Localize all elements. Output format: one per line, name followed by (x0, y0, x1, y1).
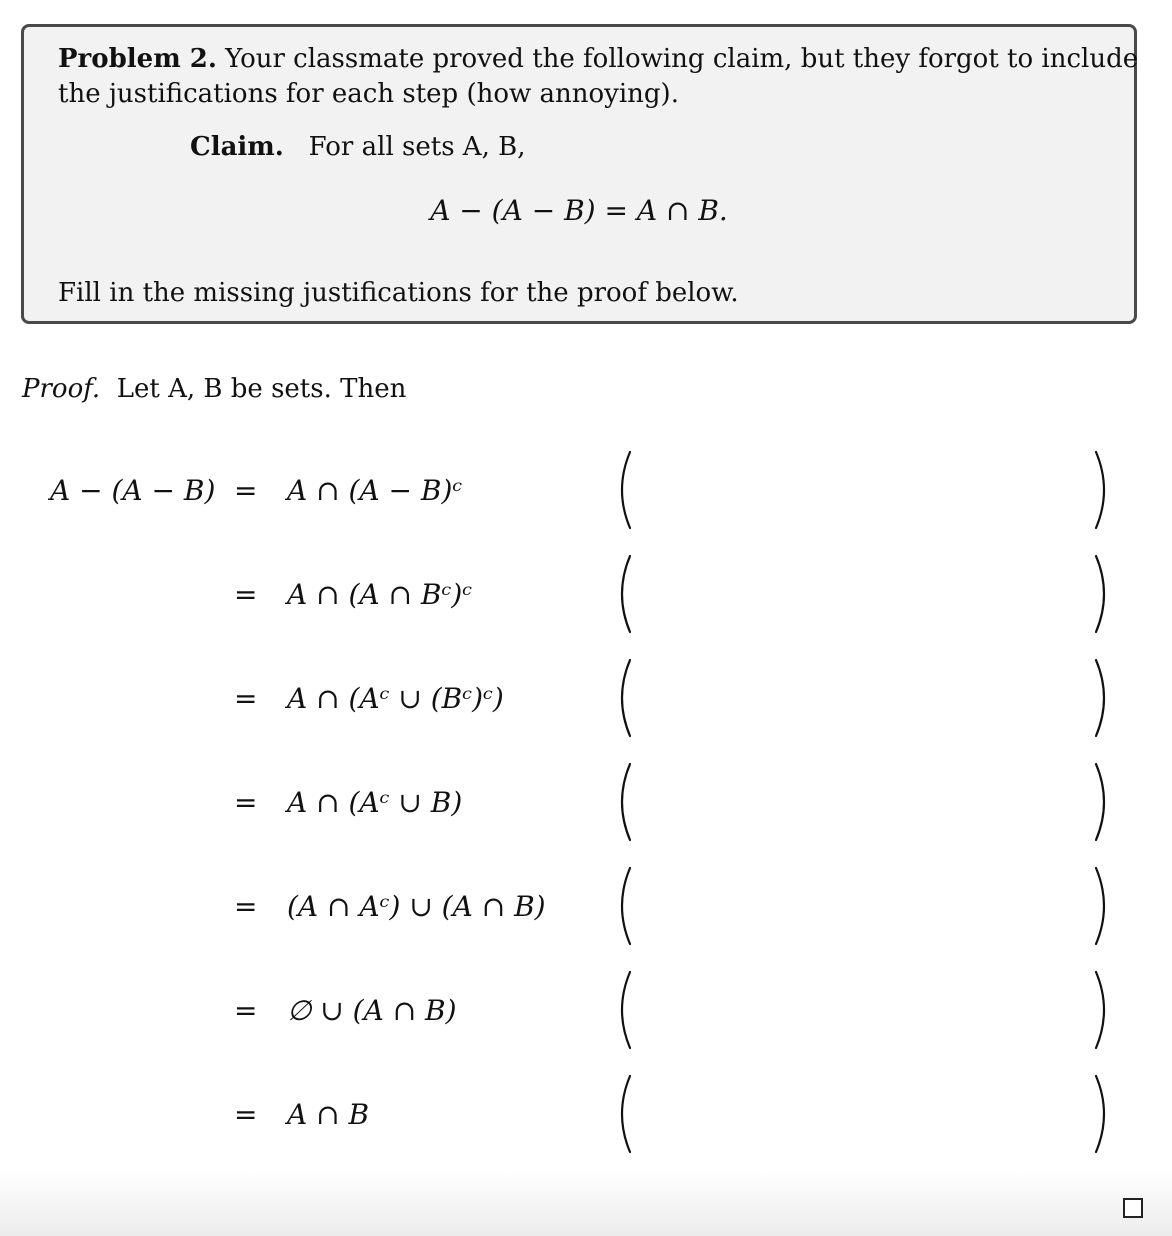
claim-text: For all sets A, B, (308, 132, 526, 162)
proof-intro-text: Let A, B be sets. Then (116, 374, 407, 404)
step-expression: ∅ ∪ (A ∩ B) (287, 994, 457, 1027)
right-paren (1088, 864, 1118, 948)
claim-label: Claim. (190, 132, 284, 162)
equals-sign: = (234, 474, 258, 507)
equals-sign: = (234, 786, 258, 819)
step-expression: (A ∩ Aᶜ) ∪ (A ∩ B) (287, 890, 546, 923)
step-expression: A ∩ (A ∩ Bᶜ)ᶜ (287, 578, 473, 611)
problem-box (21, 24, 1137, 324)
right-paren (1088, 448, 1118, 532)
problem-statement-line-2: the justifications for each step (how annoying). (58, 79, 679, 109)
equals-sign: = (234, 682, 258, 715)
left-paren (612, 968, 642, 1052)
proof-intro (22, 372, 406, 406)
equals-sign: = (234, 890, 258, 923)
right-paren (1088, 656, 1118, 740)
left-paren (612, 656, 642, 740)
proof-step (0, 1072, 1172, 1162)
proof-step (0, 448, 1172, 538)
right-paren (1088, 968, 1118, 1052)
right-paren (1088, 552, 1118, 636)
proof-step (0, 656, 1172, 746)
proof-step (0, 864, 1172, 954)
left-paren (612, 448, 642, 532)
left-paren (612, 760, 642, 844)
left-paren (612, 552, 642, 636)
problem-label: Problem 2. (58, 44, 217, 74)
step-expression: A ∩ B (287, 1098, 370, 1131)
claim (190, 130, 525, 164)
claim-equation: A − (A − B) = A ∩ B. (430, 194, 728, 227)
proof-label: Proof. (22, 374, 101, 404)
equals-sign: = (234, 578, 258, 611)
left-paren (612, 1072, 642, 1156)
step-expression: A ∩ (Aᶜ ∪ (Bᶜ)ᶜ) (287, 682, 504, 715)
problem-text-1: Your classmate proved the following claim, but they forgot to include (225, 44, 1139, 74)
right-paren (1088, 1072, 1118, 1156)
proof-lhs: A − (A − B) (50, 474, 216, 507)
bottom-fade (0, 1170, 1172, 1236)
step-expression: A ∩ (A − B)ᶜ (287, 474, 463, 507)
step-expression: A ∩ (Aᶜ ∪ B) (287, 786, 463, 819)
square-icon (1123, 1198, 1143, 1218)
equals-sign: = (234, 1098, 258, 1131)
proof-step (0, 760, 1172, 850)
right-paren (1088, 760, 1118, 844)
equals-sign: = (234, 994, 258, 1027)
instruction: Fill in the missing justifications for the proof below. (58, 278, 739, 308)
left-paren (612, 864, 642, 948)
proof-step (0, 552, 1172, 642)
proof-step (0, 968, 1172, 1058)
problem-statement-line-1 (58, 42, 1138, 76)
